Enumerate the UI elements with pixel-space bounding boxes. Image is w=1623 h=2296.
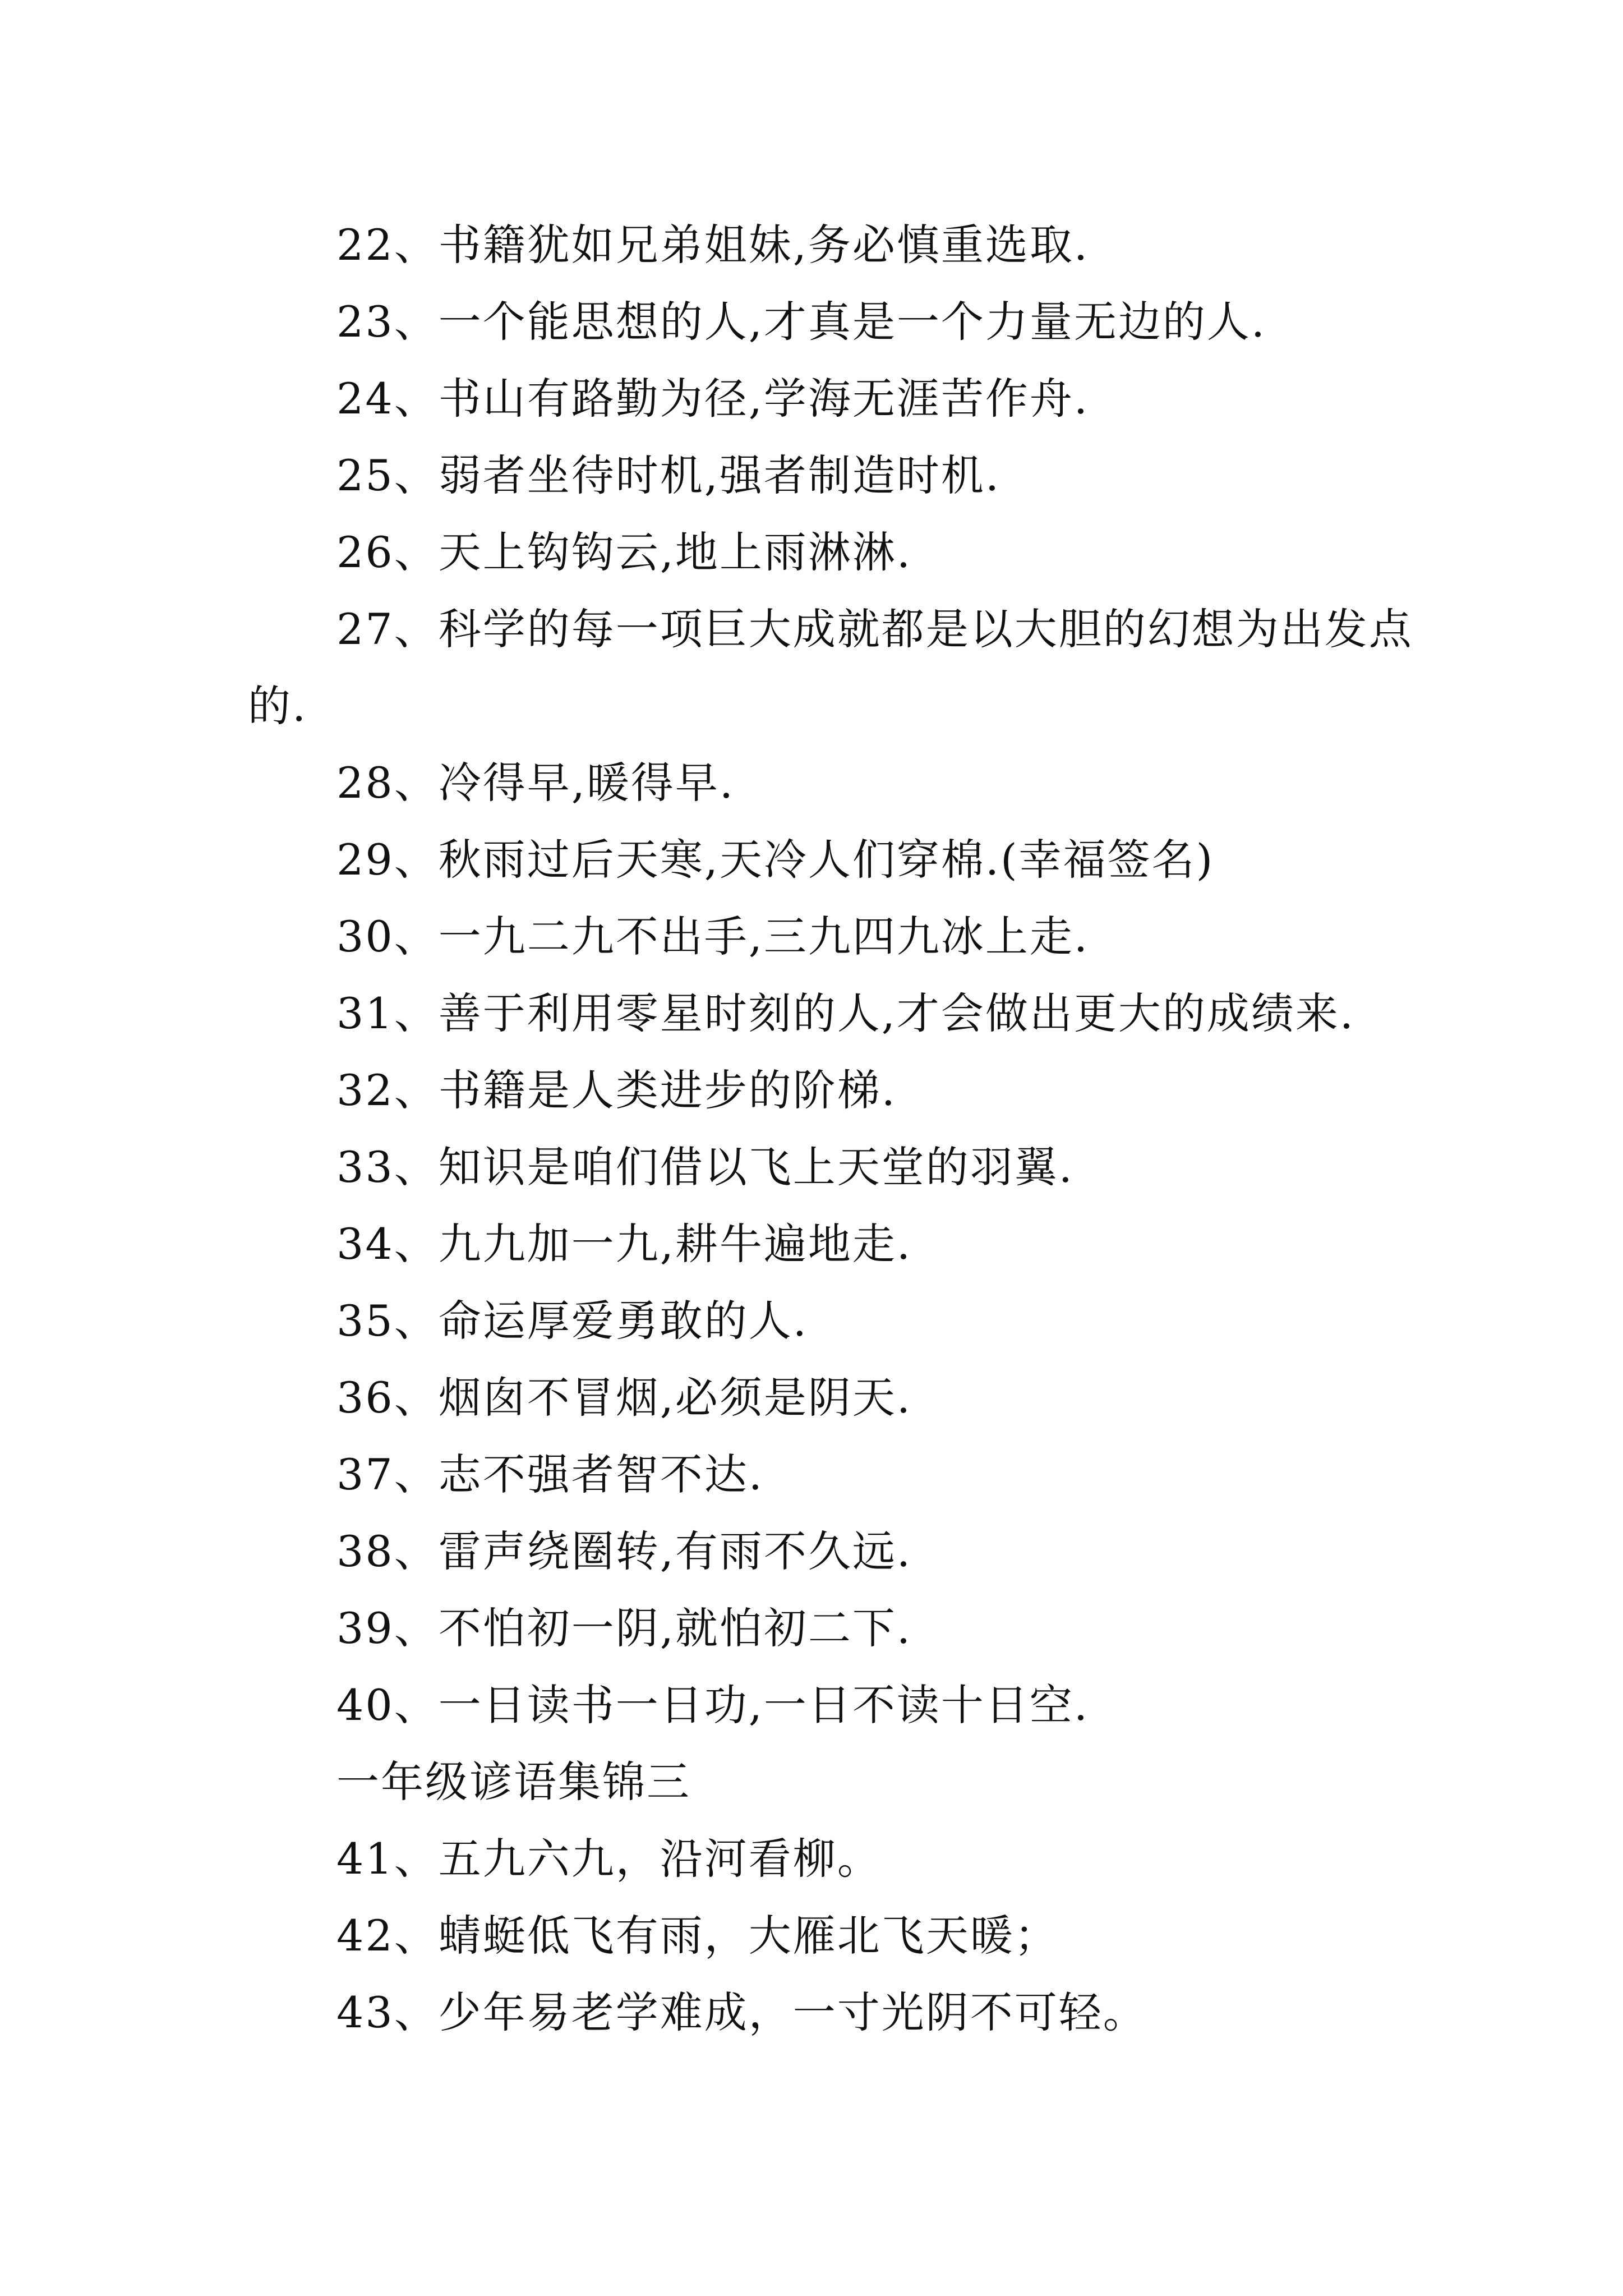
proverb-26: 26、天上钩钩云,地上雨淋淋. <box>336 527 912 577</box>
proverb-28: 28、冷得早,暖得早. <box>336 758 735 808</box>
proverb-33: 33、知识是咱们借以飞上天堂的羽翼. <box>336 1142 1074 1192</box>
proverb-39: 39、不怕初一阴,就怕初二下. <box>336 1603 912 1653</box>
proverb-27-continuation: 的. <box>248 681 308 731</box>
proverb-31: 31、善于利用零星时刻的人,才会做出更大的成绩来. <box>336 988 1355 1038</box>
proverb-23: 23、一个能思想的人,才真是一个力量无边的人. <box>336 297 1267 347</box>
document-body <box>248 206 1482 2051</box>
proverb-22: 22、书籍犹如兄弟姐妹,务必慎重选取. <box>336 220 1090 270</box>
proverb-42: 42、蜻蜓低飞有雨，大雁北飞天暖； <box>336 1911 1059 1961</box>
proverb-40: 40、一日读书一日功,一日不读十日空. <box>336 1680 1090 1730</box>
proverb-27: 27、科学的每一项巨大成就都是以大胆的幻想为出发点 <box>336 604 1413 654</box>
proverb-38: 38、雷声绕圈转,有雨不久远. <box>336 1526 912 1576</box>
proverb-29: 29、秋雨过后天寒,天冷人们穿棉.(幸福签名) <box>336 835 1215 885</box>
proverb-34: 34、九九加一九,耕牛遍地走. <box>336 1219 912 1269</box>
proverb-25: 25、弱者坐待时机,强者制造时机. <box>336 450 1001 500</box>
proverb-24: 24、书山有路勤为径,学海无涯苦作舟. <box>336 374 1090 424</box>
proverb-36: 36、烟囱不冒烟,必须是阴天. <box>336 1373 912 1423</box>
proverb-37: 37、志不强者智不达. <box>336 1450 764 1499</box>
proverb-30: 30、一九二九不出手,三九四九冰上走. <box>336 912 1090 961</box>
proverb-43: 43、少年易老学难成，一寸光阴不可轻。 <box>336 1987 1147 2037</box>
proverb-41: 41、五九六九，沿河看柳。 <box>336 1834 882 1884</box>
section-heading: 一年级谚语集锦三 <box>336 1757 691 1807</box>
proverb-35: 35、命运厚爱勇敢的人. <box>336 1296 808 1346</box>
proverb-32: 32、书籍是人类进步的阶梯. <box>336 1065 897 1115</box>
